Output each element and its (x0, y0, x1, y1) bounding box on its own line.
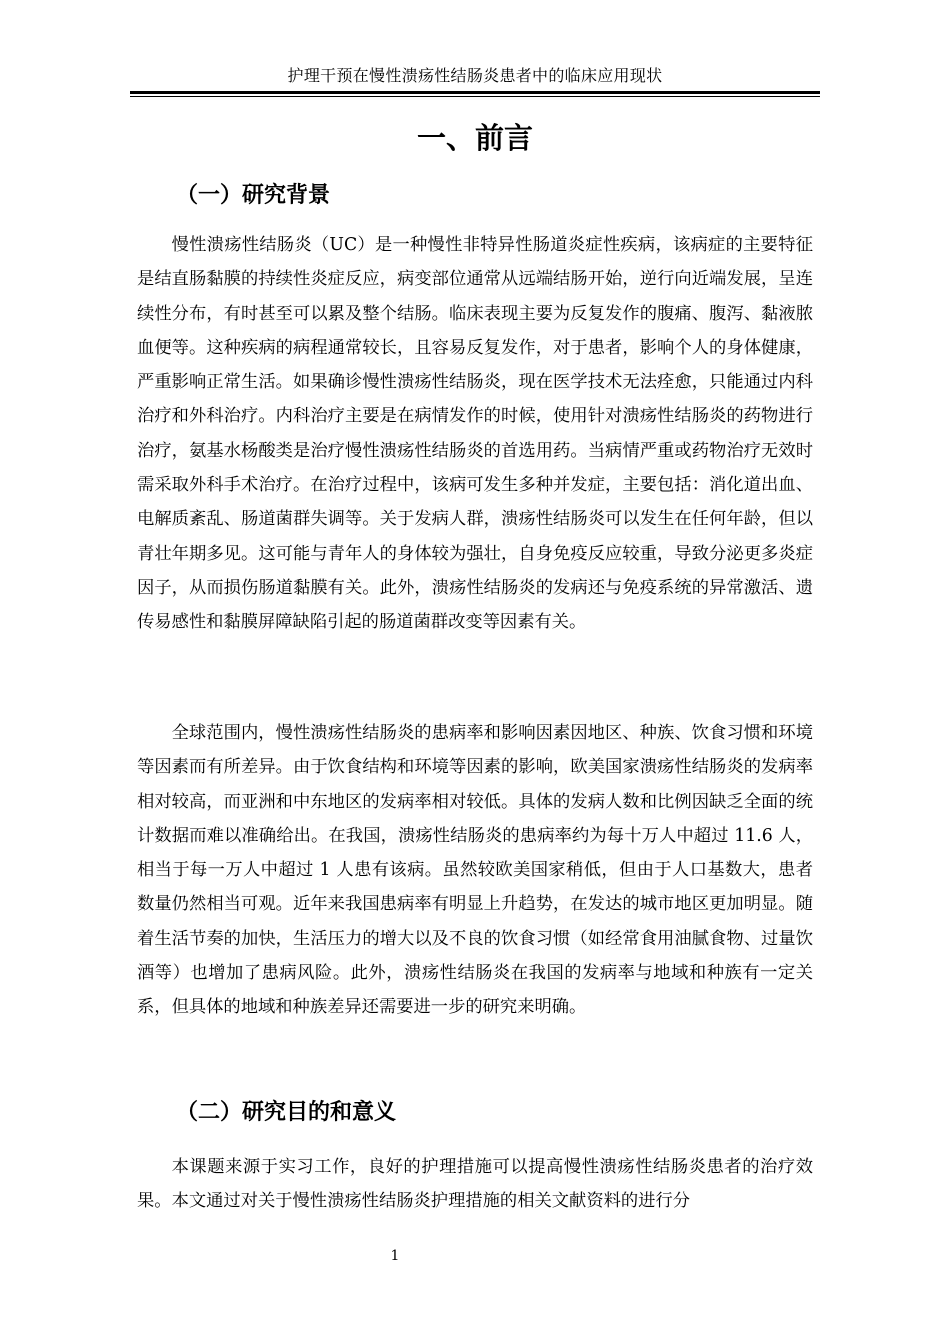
paragraph-background-2: 全球范围内，慢性溃疡性结肠炎的患病率和影响因素因地区、种族、饮食习惯和环境等因素而有所差异。由于饮食结构和环境等因素的影响，欧美国家溃疡性结肠炎的发病率相对较高，而亚洲和中东地区的发病率相对较低。具体的发病人数和比例因缺乏全面的统计数据而难以准确给出。在我国，溃疡性结肠炎的患病率约为每十万人中超过 11.6 人，相当于每一万人中超过 1 人患有该病。虽然较欧美国家稍低，但由于人口基数大，患者数量仍然相当可观。近年来我国患病率有明显上升趋势，在发达的城市地区更加明显。随着生活节奏的加快，生活压力的增大以及不良的饮食习惯（如经常食用油腻食物、过量饮酒等）也增加了患病风险。此外，溃疡性结肠炎在我国的发病率与地域和种族有一定关系，但具体的地域和种族差异还需要进一步的研究来明确。 (137, 723, 813, 1018)
running-header: 护理干预在慢性溃疡性结肠炎患者中的临床应用现状 (287, 66, 663, 85)
header-rule-thin (130, 96, 820, 97)
paragraph-purpose-1: 本课题来源于实习工作，良好的护理措施可以提高慢性溃疡性结肠炎患者的治疗效果。本文通过对关于慢性溃疡性结肠炎护理措施的相关文献资料的进行分 (137, 1157, 813, 1212)
chapter-title: 一、前言 (416, 121, 533, 155)
header-rule-thick (130, 91, 820, 94)
section-heading-background: （一）研究背景 (176, 183, 331, 208)
page-number: 1 (390, 1248, 400, 1264)
paragraph-background-1: 慢性溃疡性结肠炎（UC）是一种慢性非特异性肠道炎症性疾病，该病症的主要特征是结直肠黏膜的持续性炎症反应，病变部位通常从远端结肠开始，逆行向近端发展，呈连续性分布，有时甚至可以累及整个结肠。临床表现主要为反复发作的腹痛、腹泻、黏液脓血便等。这种疾病的病程通常较长，且容易反复发作，对于患者，影响个人的身体健康，严重影响正常生活。如果确诊慢性溃疡性结肠炎，现在医学技术无法痊愈，只能通过内科治疗和外科治疗。内科治疗主要是在病情发作的时候，使用针对溃疡性结肠炎的药物进行治疗，氨基水杨酸类是治疗慢性溃疡性结肠炎的首选用药。当病情严重或药物治疗无效时需采取外科手术治疗。在治疗过程中，该病可发生多种并发症，主要包括：消化道出血、电解质紊乱、肠道菌群失调等。关于发病人群，溃疡性结肠炎可以发生在任何年龄，但以青壮年期多见。这可能与青年人的身体较为强壮，自身免疫反应较重，导致分泌更多炎症因子，从而损伤肠道黏膜有关。此外，溃疡性结肠炎的发病还与免疫系统的异常激活、遗传易感性和黏膜屏障缺陷引起的肠道菌群改变等因素有关。 (137, 235, 813, 633)
section-heading-purpose: （二）研究目的和意义 (176, 1100, 397, 1125)
